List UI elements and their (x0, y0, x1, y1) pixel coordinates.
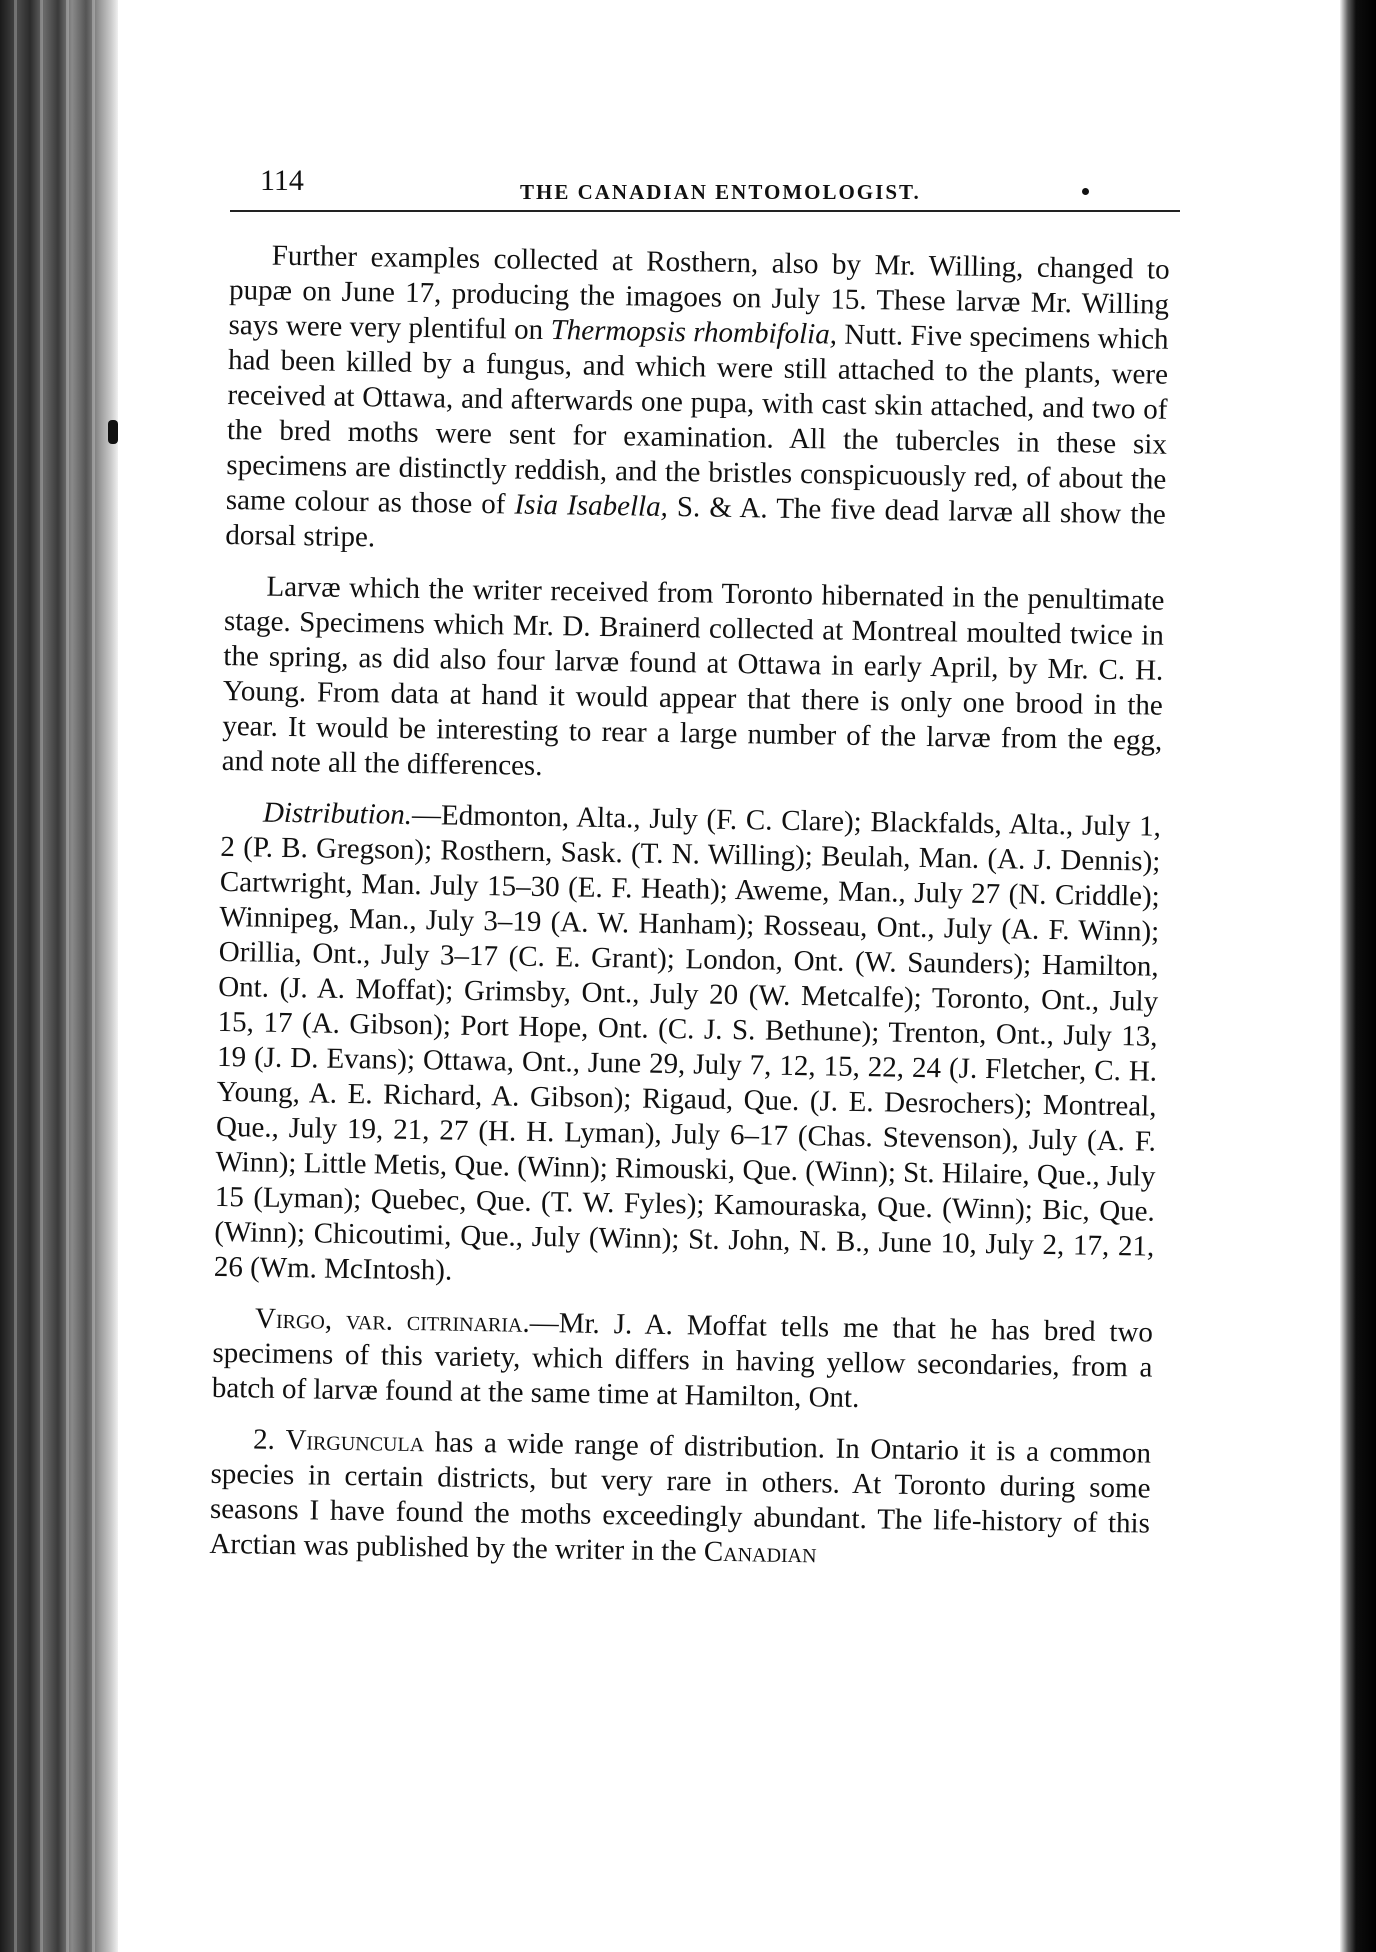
virguncula-label: Virguncula (285, 1424, 425, 1459)
species-name-isia: Isia Isabella, (514, 488, 669, 523)
journal-title: THE CANADIAN ENTOMOLOGIST. (520, 180, 921, 204)
article-body (209, 238, 1180, 1577)
running-head (230, 150, 1180, 212)
virguncula-text: has a wide range of distribution. In Ontario it is a common species in certain districts, but very rare in others. At Toronto during some seasons I have found the moths exceedingly abundant. The life-history of this Arctian was published by the writer in the (209, 1426, 1152, 1568)
margin-ink-mark (108, 420, 118, 444)
section-number: 2. (252, 1423, 276, 1456)
paragraph-distribution (214, 795, 1162, 1300)
paragraph-virgo (212, 1301, 1154, 1421)
paragraph-1-text-b: Nutt. Five specimens which had been killed by a fungus, and which were still attached to the plants, were received at Ottawa, and afterwards one pupa, with cast skin attached, and two of the bred moths were sent for examination. All the tubercles in these six specimens are distinctly reddish, and the bristles conspicuously red, of about the same colour as those of (225, 318, 1169, 521)
virgo-label: Virgo, var. citrinaria. (254, 1302, 530, 1339)
canadian-word: Canadian (703, 1535, 817, 1570)
book-spine-edge (0, 0, 118, 1952)
paragraph-1 (225, 238, 1170, 568)
species-name-thermopsis: Thermopsis rhombifolia, (550, 314, 838, 351)
distribution-text: —Edmonton, Alta., July (F. C. Clare); Blackfalds, Alta., July 1, 2 (P. B. Gregson); Rosthern, Sask. (T. N. Willing); Beulah, Man. (A. J. Dennis); Cartwright, Man. July 15–30 (E. F. Heath); Aweme, Man., July 27 (N. Criddle); Winnipeg, Man., July 3–19 (A. W. Hanham); Rosseau, Ont., July (A. F. Winn); Orillia, Ont., July 3–17 (C. E. Grant); London, Ont. (W. Saunders); Hamilton, Ont. (J. A. Moffat); Grimsby, Ont., July 20 (W. Metcalfe); Toronto, Ont., July 15, 17 (A. Gibson); Port Hope, Ont. (C. J. S. Bethune); Trenton, Ont., July 13, 19 (J. D. Evans); Ottawa, Ont., June 29, July 7, 12, 15, 22, 24 (J. Fletcher, C. H. Young, A. E. Richard, A. Gibson); Rigaud, Que. (J. E. Desrochers); Montreal, Que., July 19, 21, 27 (H. H. Lyman), July 6–17 (Chas. Stevenson), July (A. F. Winn); Little Metis, Que. (Winn); Rimouski, Que. (Winn); St. Hilaire, Que., July 15 (Lyman); Quebec, Que. (T. W. Fyles); Kamouraska, Que. (Winn); Bic, Que. (Winn); Chicoutimi, Que., July (Winn); St. John, N. B., June 10, July 2, 17, 21, 26 (Wm. McIntosh). (213, 798, 1162, 1287)
paragraph-2: Larvæ which the writer received from Toronto hibernated in the penultimate stage. Specimens which Mr. D. Brainerd collected at Montreal moulted twice in the spring, as did also four larvæ found at Ottawa in early April, by Mr. C. H. Young. From data at hand it would appear that there is only one brood in the year. It would be interesting to rear a large number of the larvæ from the egg, and note all the differences. (221, 570, 1165, 782)
paragraph-1-text-c: S. & A. The five dead larvæ all show the dorsal stripe. (225, 490, 1167, 554)
page-number: 114 (260, 164, 304, 197)
paragraph-1-text-a: Further examples collected at Rosthern, also by Mr. Willing, changed to pupæ on June 17, producing the imagoes on July 15. These larvæ Mr. Willing says were very plentiful on (228, 239, 1170, 347)
header-dot (1082, 188, 1089, 195)
book-page (209, 150, 1180, 1570)
paragraph-virguncula (209, 1422, 1151, 1577)
page-right-edge (1340, 0, 1376, 1952)
virgo-text: —Mr. J. A. Moffat tells me that he has bred two specimens of this variety, which differs in having yellow secondaries, from a batch of larvæ found at the same time at Hamilton, Ont. (211, 1306, 1154, 1415)
distribution-label: Distribution. (262, 796, 413, 831)
